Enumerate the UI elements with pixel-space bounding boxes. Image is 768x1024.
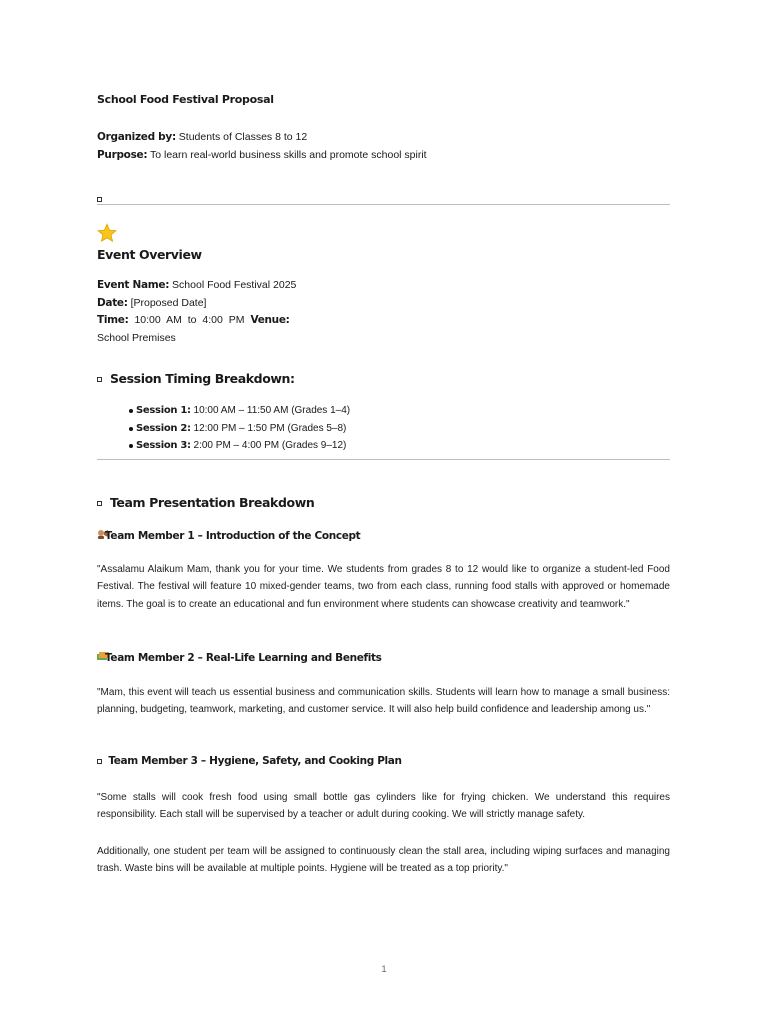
divider — [97, 459, 670, 460]
event-name-label: Event Name: — [97, 279, 170, 291]
time-value: 10:00 AM to 4:00 PM — [134, 314, 245, 326]
session-timing-heading: Session Timing Breakdown: — [109, 371, 295, 386]
event-overview-heading: Event Overview — [97, 247, 202, 262]
session-value: 10:00 AM – 11:50 AM (Grades 1–4) — [193, 405, 351, 416]
team-member-3-paragraph-2: Additionally, one student per team will be assigned to continuously clean the stall area, including wiping surfaces and managing trash. Waste bins will be available at multiple points. Hygiene will be treated as a top priority." — [97, 846, 670, 875]
session-timing-heading-row — [97, 371, 295, 386]
date-line — [97, 295, 206, 311]
team-member-2-paragraph: "Mam, this event will teach us essential business and communication skills. Students will learn how to manage a small business: planning, budgeting, teamwork, marketing, and customer service. It will also help build confidence and leadership among us." — [97, 687, 670, 716]
session-list — [129, 402, 350, 455]
team-member-1-paragraph: "Assalamu Alaikum Mam, thank you for your time. We students from grades 8 to 12 would like to organize a student-led Food Festival. The festival will feature 10 mixed-gender teams, two from each class, running food stalls with approved or homemade items. The goal is to create an educational and fun environment where students can showcase creativity and teamwork." — [97, 564, 670, 610]
box-icon — [97, 377, 102, 382]
team-member-2-heading: Team Member 2 – Real-Life Learning and Benefits — [105, 651, 382, 664]
document-title: School Food Festival Proposal — [97, 93, 274, 106]
team-member-3-heading-row — [97, 755, 402, 767]
list-item — [129, 420, 350, 438]
team-member-2-heading-row — [97, 650, 382, 665]
date-label: Date: — [97, 297, 128, 309]
organized-by-line — [97, 129, 307, 145]
team-member-1-heading-row — [97, 528, 360, 543]
organized-by-label: Organized by: — [97, 131, 176, 143]
list-item — [129, 402, 350, 420]
team-presentation-heading-row — [97, 495, 314, 510]
event-name-value: School Food Festival 2025 — [172, 279, 297, 291]
box-icon — [97, 191, 102, 209]
team-presentation-heading: Team Presentation Breakdown — [109, 495, 315, 510]
date-value: [Proposed Date] — [130, 297, 207, 309]
team-member-3-paragraph-1: "Some stalls will cook fresh food using small bottle gas cylinders like for frying chicken. We understand this requires responsibility. Each stall will be supervised by a teacher or adult during cooking. We will strictly manage safety. — [97, 792, 670, 821]
event-name-line — [97, 277, 296, 293]
purpose-label: Purpose: — [97, 149, 148, 161]
session-value: 2:00 PM – 4:00 PM (Grades 9–12) — [193, 440, 347, 451]
list-item — [129, 437, 350, 455]
purpose-value: To learn real-world business skills and promote school spirit — [149, 149, 427, 161]
session-label: Session 3: — [136, 440, 191, 451]
team-member-3-heading: Team Member 3 – Hygiene, Safety, and Cooking Plan — [108, 755, 402, 767]
divider — [97, 204, 670, 205]
purpose-line — [97, 147, 427, 163]
organized-by-value: Students of Classes 8 to 12 — [178, 131, 308, 143]
box-icon — [97, 501, 102, 506]
star-icon — [97, 223, 117, 248]
session-label: Session 1: — [136, 405, 191, 416]
venue-label: Venue: — [250, 314, 290, 326]
box-icon — [97, 759, 102, 764]
team-member-1-heading: Team Member 1 – Introduction of the Concept — [105, 529, 361, 542]
time-label: Time: — [97, 314, 129, 326]
document-page — [97, 0, 670, 1024]
venue-value: School Premises — [97, 332, 176, 344]
page-number: 1 — [381, 964, 387, 975]
time-venue-line — [97, 312, 290, 328]
session-label: Session 2: — [136, 422, 191, 434]
session-value: 12:00 PM – 1:50 PM (Grades 5–8) — [193, 422, 347, 434]
